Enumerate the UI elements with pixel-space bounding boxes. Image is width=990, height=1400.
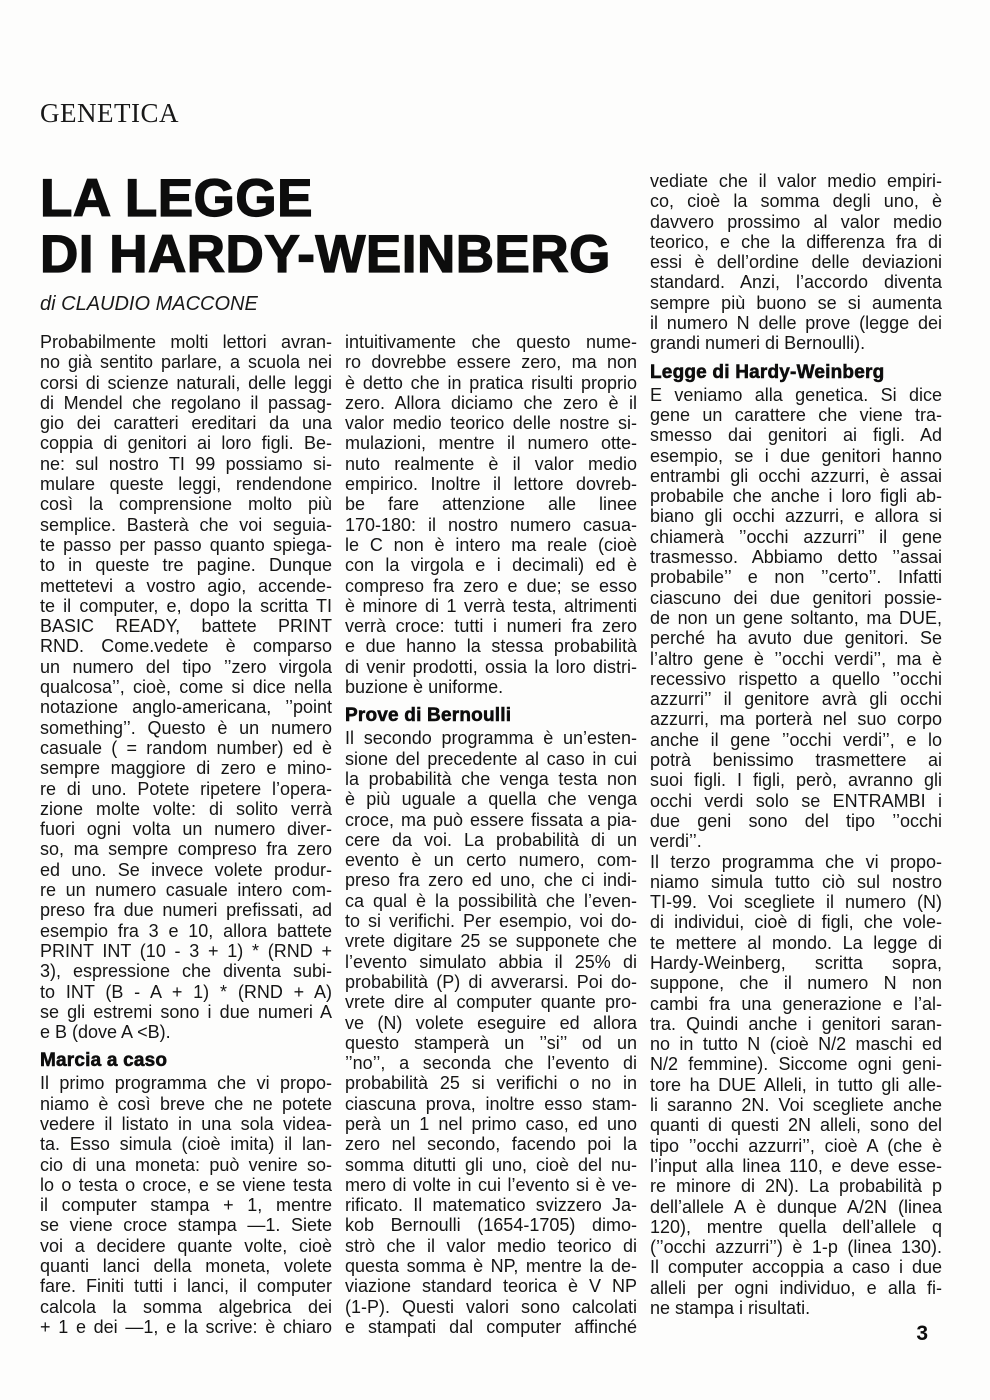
header-and-first-columns [40,129,637,1337]
text-line: qualcosa’’, cioè, come si dice nella [40,677,332,698]
text-line: gene un carattere che viene tra- [650,404,942,425]
text-line: probabile’’ e non ’’certo’’. Infatti [650,567,942,588]
text-line: ne stampa i risultati. [650,1298,811,1319]
text-line: mettetevi a vostro agio, accende- [40,575,332,596]
byline: di CLAUDIO MACCONE [40,293,258,315]
text-line: essi è dell’ordine delle deviazioni [650,252,942,273]
text-line: buzione è uniforme. [345,677,504,698]
text-line: cio di una moneta: può venire so- [40,1154,332,1175]
text-line: coppia di genitori ai loro figli. Be- [40,433,332,454]
text-line: la probabilità che venga testa non [345,768,637,789]
text-line: no in tutto N (cioè N/2 maschi ed [650,1034,942,1055]
text-line: teorico, e che la differenza fra di [650,231,942,252]
text-line: trasmesso. Abbiamo detto ’’assai [650,547,942,568]
text-line: casuale ( = random number) ed è [40,737,332,758]
text-line: zione molte volte: di solito verrà [40,798,332,819]
text-line: strò che il valor medio teorico di [345,1235,637,1256]
text-line: esempio fra 3 e 10, allora battete [40,920,332,941]
text-column-2 [345,332,637,1337]
text-line: fare. Finiti tutti i lanci, il computer [40,1276,332,1297]
text-line: dell’allele A è dunque A/2N (linea [650,1196,942,1217]
text-line: biano gli occhi azzurri, e allora si [650,506,942,527]
text-line: ne: sul nostro TI 99 possiamo si- [40,453,332,474]
text-line: esempio, se i due genitori hanno [650,445,942,466]
text-line: due geni sono del tipo ’’occhi [650,810,942,831]
article-title-line1: LA LEGGE [40,169,313,228]
paragraph [345,332,637,697]
text-line: empirico. Inoltre il lettore dovreb- [345,474,637,495]
text-line: se viene croce stampa —1. Siete [40,1215,332,1236]
text-line: corsi di scienze naturali, delle leggi [40,372,332,393]
text-line: verdi’’. [650,831,702,852]
text-line: davvero prossimo al valor medio [650,211,942,232]
text-line: preso fra zero ed uno, che ci indi- [345,870,637,891]
text-line: be fare attenzione alle linee [345,494,637,515]
columns-one-two [40,332,637,1337]
text-line: e stampati dal computer affinché [345,1316,637,1337]
text-line: kob Bernoulli (1654-1705) dimo- [345,1215,637,1236]
text-line: ciascuna prova, inoltre esso stam- [345,1093,637,1114]
text-line: cere da voi. La probabilità di un [345,829,637,850]
text-line: Hardy-Weinberg, scritta sopra, [650,952,942,973]
text-line: compreso fra zero e due; se esso [345,575,637,596]
text-line: Il primo programma che vi propo- [40,1073,332,1094]
text-line: tipo ’’occhi azzurri’’, cioè A (che è [650,1135,942,1156]
text-line: azzurri, ma porterà nel suo corpo [650,709,942,730]
text-line: così la comprensione molto più [40,494,332,515]
text-column-3 [650,171,942,1337]
text-line: gio dei caratteri ereditari da una [40,413,332,434]
text-line: li saranno 2N. Voi scegliete anche [650,1095,942,1116]
text-line: con la virgola e i decimali) ed è [345,555,637,576]
text-line: valor medio teorico delle nostre si- [345,413,637,434]
text-line: re minore di 2N). La probabilità p [650,1176,942,1197]
text-line: ca qual è la possibilità che l’even- [345,890,637,911]
text-line: zero nel secondo, facendo poi la [345,1134,637,1155]
text-line: E veniamo alla genetica. Si dice [650,384,942,405]
text-line: evento è un certo numero, com- [345,850,637,871]
text-line: te il computer, e, dopo la scritta TI [40,595,332,616]
text-line: perà un 1 nel primo caso, ed uno [345,1113,637,1134]
section-heading: Prove di Bernoulli [345,705,512,727]
text-line: azzurri’’ il genitore avrà gli occhi [650,689,942,710]
text-column-1 [40,332,332,1337]
text-line: rificato. Il matematico svizzero Ja- [345,1195,637,1216]
text-line: ed uno. Se invece volete produr- [40,859,332,880]
article-title-line2: DI HARDY-WEINBERG [40,225,611,284]
text-line: cambi fra una generazione e l’al- [650,993,942,1014]
text-line: Probabilmente molti lettori avran- [40,332,332,352]
text-line: perché ha avuto due genitori. Se [650,628,942,649]
text-line: standard. Anzi, l’accordo diventa [650,272,942,293]
text-line: 3), espressione che diventa subi- [40,961,332,982]
text-line: re di uno. Potete ripetere l’opera- [40,778,332,799]
text-line: ve (N) volete eseguire ed allora [345,1012,637,1033]
text-line: croce, ma può essere fissata a pia- [345,809,637,830]
text-line: le C non è intero ma reale (cioè [345,534,637,555]
paragraph [650,385,942,852]
paragraph [345,728,637,1337]
text-line: intuitivamente che questo nume- [345,332,637,352]
text-line: TI-99. Voi scegliete il numero (N) [650,892,942,913]
text-line: ta. Esso simula (cioè imita) il lan- [40,1134,332,1155]
text-line: to INT (B - A + 1) * (RND + A) [40,981,332,1002]
text-line: fuori ogni volta un numero diver- [40,819,332,840]
text-line: smesso dai genitori ai figli. Ad [650,425,942,446]
text-line: di Mendel che regolano il passag- [40,392,332,413]
text-line: chiamerà ’’occhi azzurri’’ il gene [650,526,942,547]
text-line: sempre maggiore di zero e mino- [40,758,332,779]
text-line: il numero N delle prove (legge dei [650,313,942,334]
section-heading: Marcia a caso [40,1050,168,1072]
text-line: mero di volte in cui l’evento si è ve- [345,1174,637,1195]
text-line: ’’no’’, a seconda che l’evento di [345,1053,637,1074]
text-line: zero. Allora diciamo che zero è il [345,392,637,413]
text-line: recessivo rispetto a quello ’’occhi [650,668,942,689]
text-line: sempre più buono se si aumenta [650,292,942,313]
text-line: potrà benissimo trasmettere ai [650,750,942,771]
paragraph [650,852,942,1319]
text-line: ro dovrebbe essere zero, ma non [345,352,637,373]
text-line: preso fra due numeri prefissati, ad [40,900,332,921]
text-line: e due hanno la stessa probabilità [345,636,637,657]
text-line: probabilità (P) di avverarsi. Poi do- [345,971,637,992]
text-line: suoi figli. I figli, però, avranno gli [650,770,942,791]
text-line: niamo è così breve che ne potete [40,1093,332,1114]
text-line: è più uguale a quella che venga [345,789,637,810]
paragraph [40,332,332,1042]
text-line: lo o testa o croce, e se viene testa [40,1174,332,1195]
text-line: no già sentito parlare, a scuola nei [40,352,332,373]
text-line: probabile che anche i loro figli ab- [650,486,942,507]
paragraph [40,1073,332,1337]
text-line: 170-180: il nostro numero casua- [345,514,637,535]
text-line: RND. Come.vedete è comparso [40,636,332,657]
text-line: Il secondo programma è un’esten- [345,728,637,749]
paragraph [650,171,942,354]
text-line: te passo per passo quanto spiega- [40,534,332,555]
text-line: vrete dire al computer quante pro- [345,992,637,1013]
text-line: somma ditutti gli uno, cioè del nu- [345,1154,637,1175]
text-line: l’input alla linea 110, e deve esse- [650,1155,942,1176]
text-line: to si verifichi. Per esempio, voi do- [345,911,637,932]
text-line: Il terzo programma che vi propo- [650,851,942,872]
text-line: se gli estremi sono i due numeri A [40,1001,332,1022]
text-line: di individui, cioè di figli, che vole- [650,912,942,933]
text-line: vedere il listato in una sola videa- [40,1113,332,1134]
text-line: occhi verdi solo se ENTRAMBI i [650,790,942,811]
text-line: mulare queste leggi, rendendone [40,474,332,495]
text-line: un numero del tipo ’’zero virgola [40,656,332,677]
text-line: anche il gene ’’occhi verdi’’, e lo [650,729,942,750]
text-line: calcola la somma algebrica dei [40,1296,332,1317]
section-label: GENETICA [40,98,179,128]
text-line: + 1 e dei —1, e la scrive: è chiaro [40,1316,332,1337]
text-line: voi a decidere quante volte, cioè [40,1235,332,1256]
text-line: alleli per ogni individuo, e alla fi- [650,1277,942,1298]
text-line: quanti di questi 2N alleli, sono del [650,1115,942,1136]
text-line: questa somma è NP, mentre la de- [345,1256,637,1277]
text-line: questo stamperà un ’’si’’ od un [345,1032,637,1053]
text-line: (’’occhi azzurri’’) è 1-p (linea 130). [650,1237,942,1258]
text-line: nuto realmente è il valor medio [345,453,637,474]
text-line: viazione standard teorica è V NP [345,1276,637,1297]
text-line: è minore di 1 verrà testa, altrimenti [345,595,637,616]
text-line: vediate che il valor medio empiri- [650,171,942,191]
text-line: è detto che in pratica risulti proprio [345,372,637,393]
page-number: 3 [916,1322,928,1345]
text-line: to in queste tre pagine. Dunque [40,555,332,576]
text-line: tore ha DUE Alleli, in tutto gli alle- [650,1074,942,1095]
text-line: di venir prodotti, ossia la loro distri- [345,656,637,677]
text-line: entrambi gli occhi azzurri, è assai [650,465,942,486]
text-line: verrà croce: tutti i numeri fra zero [345,616,637,637]
text-line: mulazioni, mentre il numero otte- [345,433,637,454]
text-line: niamo simula tutto ciò sul nostro [650,871,942,892]
text-line: so, ma sempre compreso fra zero [40,839,332,860]
text-line: notazione anglo-americana, ’’point [40,697,332,718]
text-line: l’altro gene è ’’occhi verdi’’, ma è [650,648,942,669]
text-line: vrete digitare 25 se supponete che [345,931,637,952]
text-line: BASIC READY, battete PRINT [40,616,332,637]
text-line: semplice. Basterà che voi seguia- [40,514,332,535]
content-area [40,129,942,1337]
text-line: te mettere al mondo. La legge di [650,932,942,953]
text-line: re un numero casuale intero com- [40,880,332,901]
text-line: ciascuno dei due genitori possie- [650,587,942,608]
text-line: de non un gene soltanto, ma DUE, [650,607,942,628]
text-line: grandi numeri di Bernoulli). [650,333,866,354]
text-line: tra. Quindi anche i genitori saran- [650,1013,942,1034]
text-line: suppone, che il numero N non [650,973,942,994]
text-line: co, cioè la somma degli uno, è [650,191,942,212]
text-line: l’evento simulato abbia il 25% di [345,951,637,972]
text-line: il computer stampa + 1, mentre [40,1195,332,1216]
text-line: probabilità 25 si verifichi o no in [345,1073,637,1094]
text-line: N/2 femmine). Siccome ogni geni- [650,1054,942,1075]
section-heading: Legge di Hardy-Weinberg [650,361,885,383]
text-line: 120), mentre quella dell’allele q [650,1216,942,1237]
text-line: Il computer accoppia a caso i due [650,1257,942,1278]
article-title [40,171,637,283]
text-line: PRINT INT (10 - 3 + 1) * (RND + [40,940,332,961]
text-line: sione del precedente al caso in cui [345,748,637,769]
text-line: (1-P). Questi valori sono calcolati [345,1296,637,1317]
text-line: quanti lanci della moneta, volete [40,1256,332,1277]
text-line: something’’. Questo è un numero [40,717,332,738]
text-line: e B (dove A <B). [40,1022,171,1043]
